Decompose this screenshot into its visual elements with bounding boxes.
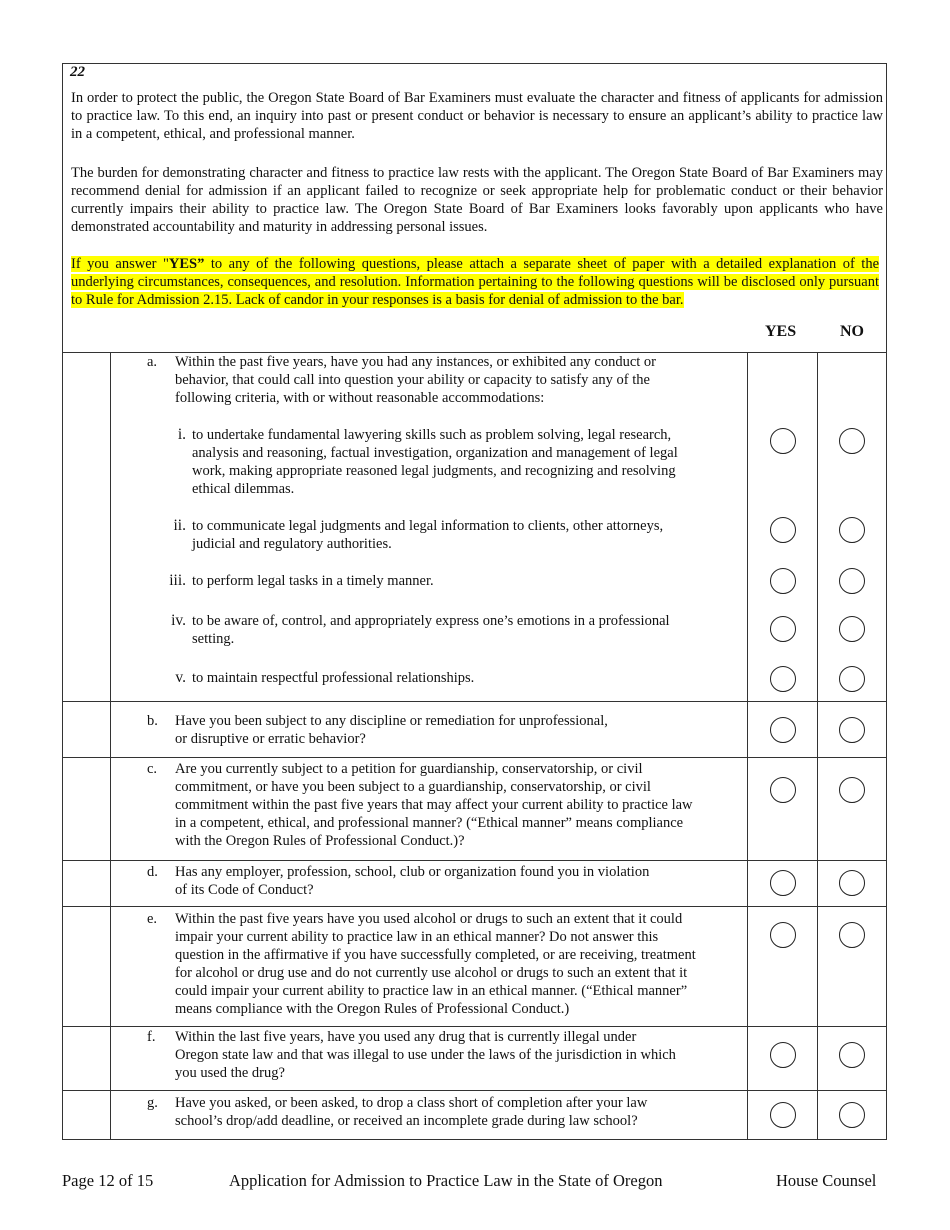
- question-c-label: c.: [147, 761, 158, 777]
- question-a-iv-yes-radio[interactable]: [770, 616, 796, 642]
- intro-paragraph-2: The burden for demonstrating character and fitness to practice law rests with the applicant. The Oregon State Board of Bar Examiners may recommend denial for admission if an applicant failed to recognize or seek appropriate help for problematic conduct or their behavior currently impairs their ability to practice law. The Oregon State Board of Bar Examiners looks favorably upon applicants who have demonstrated accountability and maturity in addressing personal issues.: [71, 165, 883, 235]
- question-e-text: Within the past five years have you used alcohol or drugs to such an extent that it could impair your current ability to practice law in an ethical manner? Do not answer this question in the affirmative if you have successfully completed, or are receiving, treatment for alcohol or drug use and do not currently use alcohol or drugs to such an extent that it could impair your current ability to practice law in an ethical manner. (“Ethical manner” means compliance with the Oregon Rules of Professional Conduct.): [175, 911, 696, 1017]
- question-c-text: Are you currently subject to a petition for guardianship, conservatorship, or civil commitment, or have you been subject to a guardianship, conservatorship, or civil commitment within the past five years that may affect your current ability to practice law in a competent, ethical, and professional manner? (“Ethical manner” means compliance with the Oregon Rules of Professional Conduct.)?: [175, 761, 693, 849]
- question-b-no-radio[interactable]: [839, 717, 865, 743]
- row-divider: [62, 757, 887, 758]
- footer-page-number: Page 12 of 15: [62, 1171, 154, 1190]
- footer-title: Application for Admission to Practice Law in the State of Oregon: [229, 1171, 663, 1190]
- question-e-no-radio[interactable]: [839, 922, 865, 948]
- question-a-iii-text: to perform legal tasks in a timely manner.: [192, 573, 434, 589]
- question-f-yes-radio[interactable]: [770, 1042, 796, 1068]
- question-b-yes-radio[interactable]: [770, 717, 796, 743]
- left-column-line: [110, 352, 111, 1139]
- question-a-i-yes-radio[interactable]: [770, 428, 796, 454]
- row-divider: [62, 906, 887, 907]
- question-a-v-label: v.: [175, 669, 186, 686]
- question-a-iv-label: iv.: [171, 612, 186, 629]
- question-g-yes-radio[interactable]: [770, 1102, 796, 1128]
- no-column-line: [817, 352, 818, 1139]
- row-divider: [62, 860, 887, 861]
- question-a-i-no-radio[interactable]: [839, 428, 865, 454]
- question-number: 22: [70, 64, 85, 80]
- question-a-iv-no-radio[interactable]: [839, 616, 865, 642]
- question-a-v-yes-radio[interactable]: [770, 666, 796, 692]
- question-f-text: Within the last five years, have you used any drug that is currently illegal under Oregon state law and that was illegal to use under the laws of the jurisdiction in which you used the drug?: [175, 1029, 676, 1081]
- row-divider: [62, 1090, 887, 1091]
- question-d-no-radio[interactable]: [839, 870, 865, 896]
- question-a-iv-text: to be aware of, control, and appropriately express one’s emotions in a professional setting.: [192, 613, 670, 647]
- question-a-ii-label: ii.: [173, 517, 186, 534]
- question-c-no-radio[interactable]: [839, 777, 865, 803]
- question-b-text: Have you been subject to any discipline or remediation for unprofessional, or disruptive or erratic behavior?: [175, 713, 608, 747]
- question-f-label: f.: [147, 1029, 156, 1045]
- question-g-text: Have you asked, or been asked, to drop a class short of completion after your law school’s drop/add deadline, or received an incomplete grade during law school?: [175, 1095, 648, 1129]
- question-a-ii-yes-radio[interactable]: [770, 517, 796, 543]
- footer-application-type: House Counsel: [776, 1171, 877, 1190]
- question-f-no-radio[interactable]: [839, 1042, 865, 1068]
- question-a-label: a.: [147, 354, 158, 370]
- question-a-iii-yes-radio[interactable]: [770, 568, 796, 594]
- question-g-label: g.: [147, 1095, 158, 1111]
- question-e-label: e.: [147, 911, 158, 927]
- question-a-ii-no-radio[interactable]: [839, 517, 865, 543]
- notice-paragraph: If you answer "YES” to any of the following questions, please attach a separate sheet of paper with a detailed explanation of the underlying circumstances, consequences, and resolution. Information pertaining to the following questions will be disclosed only pursuant to Rule for Admission 2.15. Lack of candor in your responses is a basis for denial of admission to the bar.: [71, 256, 880, 308]
- question-a-i-text: to undertake fundamental lawyering skills such as problem solving, legal research, analysis and reasoning, factual investigation, organization and management of legal work, making appropriate reasoned legal judgments, and recognizing and resolving ethical dilemmas.: [192, 427, 678, 497]
- question-a-v-text: to maintain respectful professional relationships.: [192, 670, 475, 686]
- question-a-iii-label: iii.: [169, 572, 186, 589]
- yes-column-header: YES: [765, 323, 797, 340]
- row-divider: [62, 1026, 887, 1027]
- question-d-yes-radio[interactable]: [770, 870, 796, 896]
- row-divider: [62, 701, 887, 702]
- question-c-yes-radio[interactable]: [770, 777, 796, 803]
- question-b-label: b.: [147, 713, 158, 729]
- question-g-no-radio[interactable]: [839, 1102, 865, 1128]
- question-a-iii-no-radio[interactable]: [839, 568, 865, 594]
- yes-column-line: [747, 352, 748, 1139]
- question-a-text: Within the past five years, have you had any instances, or exhibited any conduct or behavior, that could call into question your ability or capacity to satisfy any of the following criteria, with or without reasonable accommodations:: [175, 354, 656, 406]
- no-column-header: NO: [840, 323, 864, 340]
- question-a-ii-text: to communicate legal judgments and legal information to clients, other attorneys, judicial and regulatory authorities.: [192, 518, 664, 552]
- question-e-yes-radio[interactable]: [770, 922, 796, 948]
- question-a-i-label: i.: [177, 426, 186, 443]
- question-d-label: d.: [147, 864, 158, 880]
- question-a-v-no-radio[interactable]: [839, 666, 865, 692]
- intro-paragraph-1: In order to protect the public, the Oregon State Board of Bar Examiners must evaluate the character and fitness of applicants for admission to practice law. To this end, an inquiry into past or present conduct or behavior is necessary to ensure an applicant’s ability to practice law in a competent, ethical, and professional manner.: [71, 90, 883, 142]
- question-d-text: Has any employer, profession, school, club or organization found you in violation of its Code of Conduct?: [175, 864, 650, 898]
